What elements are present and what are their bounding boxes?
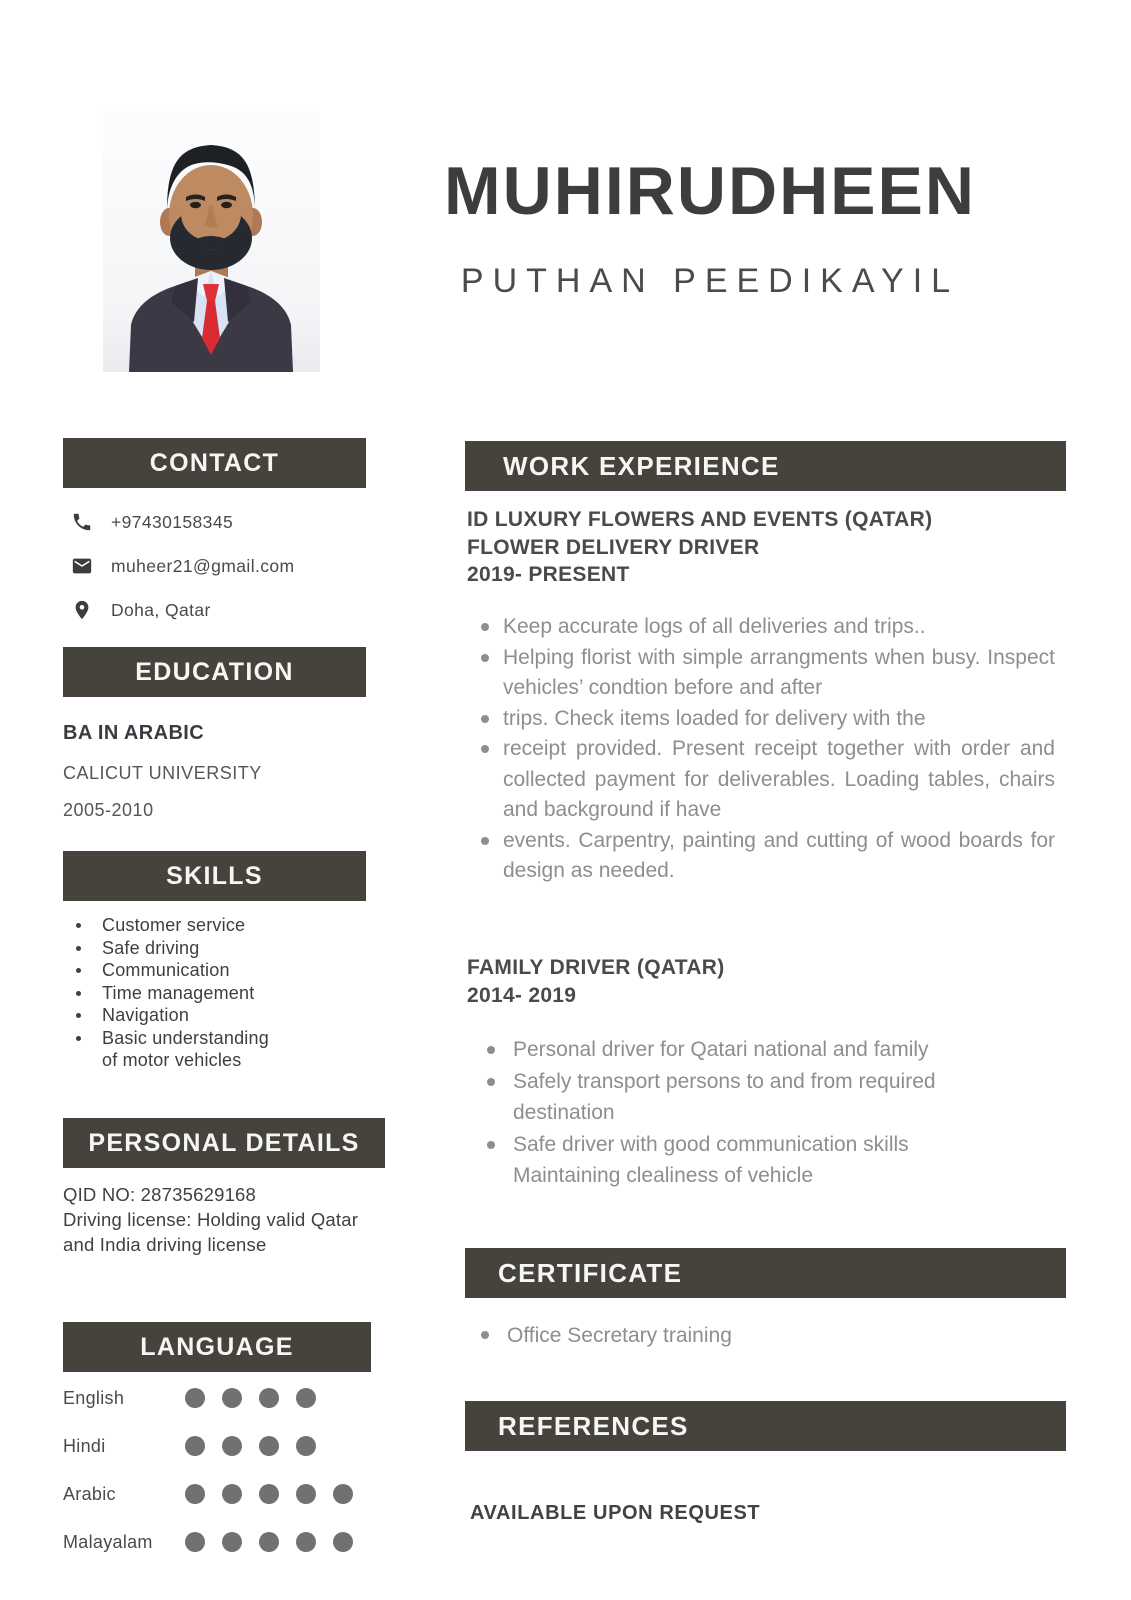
level-dot xyxy=(333,1484,353,1504)
profile-photo-illustration xyxy=(103,110,320,372)
skill-item: Communication xyxy=(70,959,275,982)
certificate-section-header xyxy=(465,1248,1066,1298)
job-header-line: 2014- 2019 xyxy=(467,983,577,1007)
level-dot xyxy=(222,1388,242,1408)
language-level-dots xyxy=(185,1388,316,1408)
contact-list xyxy=(63,500,366,632)
language-rows xyxy=(63,1374,371,1566)
personal-details-section-header xyxy=(63,1118,385,1168)
last-name: PUTHAN PEEDIKAYIL xyxy=(460,262,960,301)
level-dot xyxy=(222,1532,242,1552)
job-bullet: Personal driver for Qatari national and family xyxy=(487,1034,987,1066)
skill-item: Customer service xyxy=(70,914,275,937)
name-block xyxy=(405,152,1015,301)
phone-icon xyxy=(71,511,93,533)
job-header-family-driver xyxy=(467,954,1067,1009)
level-dot xyxy=(296,1436,316,1456)
language-level-dots xyxy=(185,1436,316,1456)
education-title: EDUCATION xyxy=(135,657,294,686)
job-header-line: ID LUXURY FLOWERS AND EVENTS (QATAR) xyxy=(467,508,933,531)
contact-item xyxy=(63,544,366,588)
level-dot xyxy=(185,1532,205,1552)
skills-section-header xyxy=(63,851,366,901)
language-level-dots xyxy=(185,1484,353,1504)
email-icon xyxy=(71,555,93,577)
level-dot xyxy=(259,1436,279,1456)
job-header-line: 2019- PRESENT xyxy=(467,563,630,586)
skill-item: Safe driving xyxy=(70,937,275,960)
level-dot xyxy=(333,1532,353,1552)
level-dot xyxy=(259,1388,279,1408)
language-label: Malayalam xyxy=(63,1531,153,1552)
skill-item: Navigation xyxy=(70,1004,275,1027)
education-block xyxy=(63,722,366,821)
education-years: 2005-2010 xyxy=(63,800,154,820)
language-label: Arabic xyxy=(63,1483,116,1504)
level-dot xyxy=(185,1388,205,1408)
language-row xyxy=(63,1374,371,1422)
language-label: Hindi xyxy=(63,1435,106,1456)
level-dot xyxy=(296,1532,316,1552)
education-degree: BA IN ARABIC xyxy=(63,722,205,744)
level-dot xyxy=(185,1484,205,1504)
skills-title: SKILLS xyxy=(166,861,263,890)
job-header-line: FLOWER DELIVERY DRIVER xyxy=(467,535,760,559)
language-section-header xyxy=(63,1322,371,1372)
contact-text: Doha, Qatar xyxy=(111,599,211,620)
location-icon xyxy=(71,599,93,621)
certificate-title: CERTIFICATE xyxy=(498,1257,683,1288)
language-row xyxy=(63,1422,371,1470)
profile-photo xyxy=(103,110,320,372)
references-note: AVAILABLE UPON REQUEST xyxy=(470,1502,761,1524)
job-bullets-family-driver xyxy=(487,1034,987,1192)
job-header-flower-delivery xyxy=(467,506,1067,589)
level-dot xyxy=(259,1484,279,1504)
job-bullet: Safe driver with good communication skills Maintaining clealiness of vehicle xyxy=(487,1129,987,1192)
language-title: LANGUAGE xyxy=(140,1332,294,1361)
first-name: MUHIRUDHEEN xyxy=(444,153,976,229)
job-bullet: receipt provided. Present receipt together with order and collected payment for deliverables. Loading tables, chairs and background if have xyxy=(481,734,1055,826)
education-school: CALICUT UNIVERSITY xyxy=(63,763,262,783)
contact-section-header xyxy=(63,438,366,488)
references-section-header xyxy=(465,1401,1066,1451)
language-row xyxy=(63,1470,371,1518)
contact-text: muheer21@gmail.com xyxy=(111,555,295,576)
job-bullet: trips. Check items loaded for delivery with the xyxy=(481,704,1055,735)
language-label: English xyxy=(63,1387,125,1408)
level-dot xyxy=(259,1532,279,1552)
language-level-dots xyxy=(185,1532,353,1552)
level-dot xyxy=(222,1484,242,1504)
personal-details-title: PERSONAL DETAILS xyxy=(88,1128,360,1157)
level-dot xyxy=(296,1388,316,1408)
job-bullet: Keep accurate logs of all deliveries and trips.. xyxy=(481,612,1055,643)
education-section-header xyxy=(63,647,366,697)
contact-text: +97430158345 xyxy=(111,511,234,532)
skill-item: Time management xyxy=(70,982,275,1005)
work-experience-title: WORK EXPERIENCE xyxy=(503,450,780,481)
contact-item xyxy=(63,588,366,632)
level-dot xyxy=(296,1484,316,1504)
job-header-line: FAMILY DRIVER (QATAR) xyxy=(467,956,725,979)
certificate-item: Office Secretary training xyxy=(481,1320,1041,1351)
job-bullet: events. Carpentry, painting and cutting of wood boards for design as needed. xyxy=(481,826,1055,887)
job-bullet: Safely transport persons to and from required destination xyxy=(487,1066,987,1129)
language-row xyxy=(63,1518,371,1566)
job-bullet: Helping florist with simple arrangments when busy. Inspect vehicles’ condtion before and after xyxy=(481,643,1055,704)
personal-qid: QID NO: 28735629168 xyxy=(63,1184,257,1205)
skill-item: Basic understanding of motor vehicles xyxy=(70,1027,275,1072)
contact-title: CONTACT xyxy=(149,448,280,477)
contact-item xyxy=(63,500,366,544)
personal-details-block xyxy=(63,1182,368,1257)
skills-list xyxy=(70,914,275,1072)
personal-license: Driving license: Holding valid Qatar and India driving license xyxy=(63,1209,359,1255)
level-dot xyxy=(222,1436,242,1456)
references-title: REFERENCES xyxy=(498,1410,689,1441)
certificate-list xyxy=(481,1320,1041,1351)
level-dot xyxy=(185,1436,205,1456)
job-bullets-flower-delivery xyxy=(481,612,1055,887)
work-experience-section-header xyxy=(465,441,1066,491)
